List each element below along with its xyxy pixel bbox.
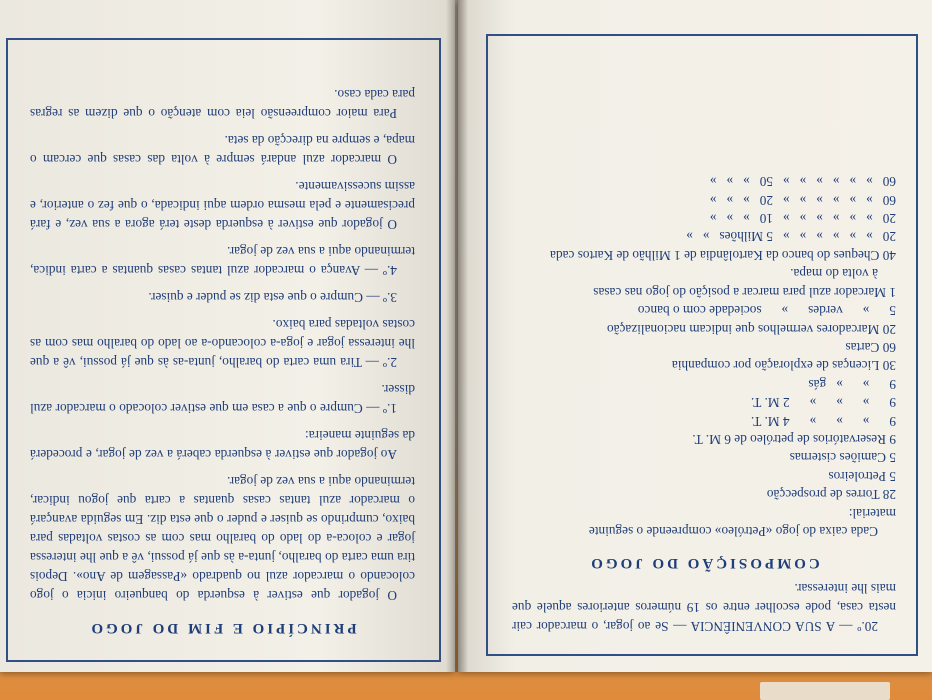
material-line: 20 Marcadores vermelhos que indicam nacionalização — [606, 321, 896, 337]
rule-paragraph-6: 4.º — Avança o marcador azul tantas casas quantas a carta indica, terminando aqui a sua vez de jogar. — [30, 244, 415, 278]
material-line: 1 Marcador azul para marcar a posição do jogo nas casas — [593, 284, 896, 300]
material-line: 28 Torres de prospecção — [766, 487, 896, 503]
rule-paragraph-4: 2.º — Tira uma carta do baralho, junta-as às que já possui, vê a que lhe interessa jogar e joga-a colocando-a ao lado do baralho mas com as costas voltadas para baixo. — [30, 317, 415, 370]
material-line: 9 Reservatórios de petróleo de 6 M. T. — [692, 431, 896, 447]
heading-composicao: COMPOSIÇÃO DO JOGO — [588, 555, 820, 571]
rule-paragraph-1: O jogador que estiver à esquerda do banqueiro inicia o jogo colocando o marcador azul no quadrado «Passagem de Ano». Depois tira uma carta do baralho, junta-a às que já possui, vê a que lhe interessa jogar e coloca-a do lado do baralho mas com as costas voltadas para baixo, cumprindo se quiser e puder o que esta diz. Em seguida avançará o marcador azul tantas casas quantas a carta que jogou indicar, terminando aqui a sua vez de jogar. — [30, 474, 415, 603]
rule-paragraph-2: Ao jogador que estiver à esquerda caberá a vez de jogar, e procederá da seguinte maneira: — [30, 428, 415, 462]
rule-paragraph-3: 1.º — Cumpre o que a casa em que estiver colocado o marcador azul disser. — [30, 382, 415, 416]
material-line: 20 » » » » » » 10 » » » — [709, 211, 896, 227]
material-line: 20 » » » » » » 5 Milhões » » — [686, 229, 896, 245]
right-page-text — [488, 36, 914, 652]
material-line: 30 Licenças de exploração por companhia — [671, 358, 896, 374]
material-line: 9 » » » 2 M. T. — [750, 395, 896, 411]
rule-paragraph-9: Para maior compreensão leia com atenção o que dizem as regras para cada caso. — [30, 87, 415, 121]
paper-strip — [760, 682, 890, 700]
rule-20-paragraph: 20.º — A SUA CONVENIÊNCIA — Se ao jogar, o marcador cair nesta casa, pode escolher entre os 19 números anteriores aquele que mais lhe interessar. — [512, 581, 896, 634]
material-line: Cada caixa do jogo «Petróleo» compreende o seguinte — [588, 524, 878, 539]
material-line: 60 » » » » » » 20 » » » — [709, 192, 896, 208]
material-line: 60 Cartas — [845, 339, 896, 355]
book-spine — [446, 0, 468, 672]
left-page-text — [8, 40, 437, 658]
rule-paragraph-5: 3.º — Cumpre o que esta diz se puder e quiser. — [148, 290, 397, 305]
material-line: 60 » » » » » » 50 » » » — [709, 174, 896, 190]
material-line: 5 Petroleiros — [828, 468, 896, 484]
material-line: 9 » » » 4 M. T. — [750, 413, 896, 429]
material-line: 9 » » gás — [808, 376, 896, 392]
heading-principio-fim: PRINCÍPIO E FIM DO JOGO — [88, 620, 357, 636]
material-line: 5 Camiões cisternas — [789, 450, 896, 466]
material-line: material: — [848, 505, 896, 521]
rule-paragraph-8: O marcador azul andará sempre à volta das casas que cercam o mapa, e sempre na direcção da seta. — [30, 133, 415, 167]
material-line: à volta do mapa. — [790, 266, 878, 282]
material-line: 5 » verdes » sociedade com o banco — [637, 303, 896, 319]
rule-paragraph-7: O jogador que estiver à esquerda deste terá agora a sua vez, e fará precisamente e pela mesma ordem aqui indicada, o que fez o anterior, e assim sucessivamente. — [30, 179, 415, 232]
material-line: 40 Cheques do banco da Kartolândia de 1 Milhão de Kartos cada — [550, 247, 896, 263]
